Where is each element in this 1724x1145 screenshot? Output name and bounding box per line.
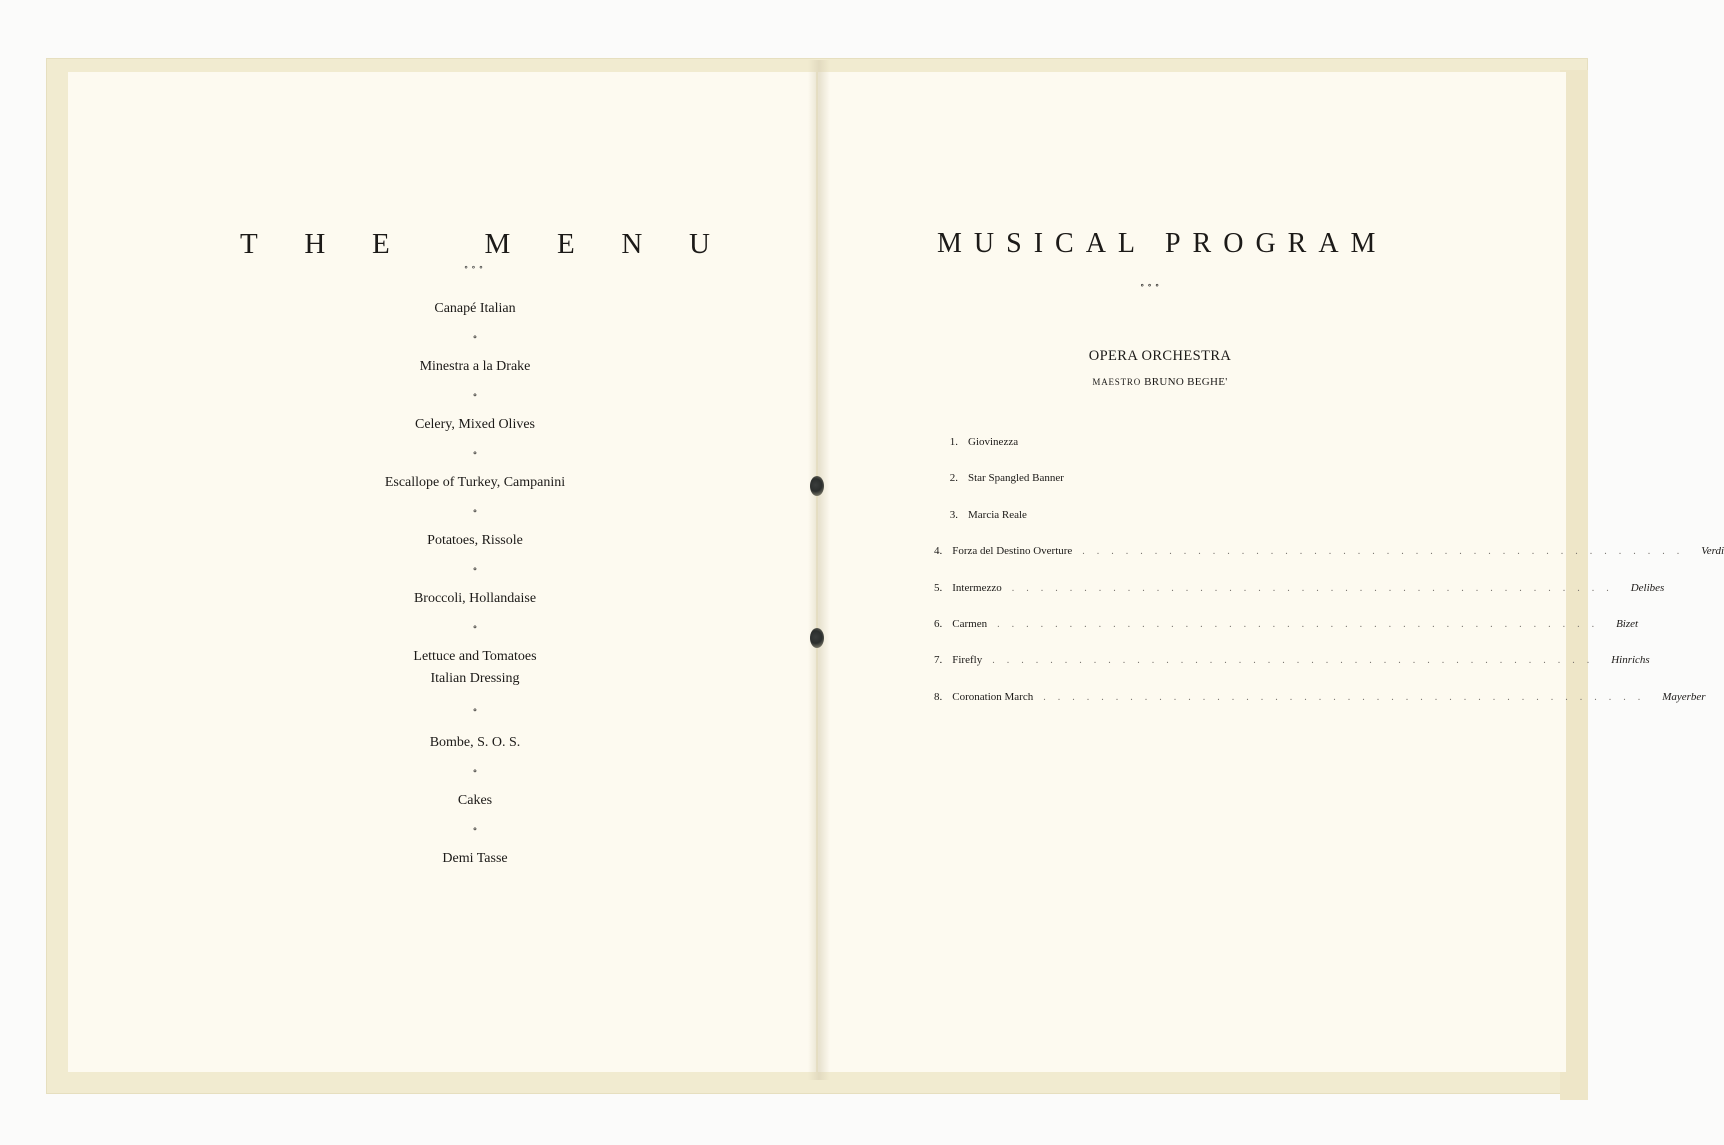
menu-item: Lettuce and Tomatoes [413, 649, 537, 664]
dot-leader: .......................................... [1043, 691, 1653, 703]
menu-title-letter: N [621, 228, 643, 260]
program-number: 1. [949, 436, 958, 448]
menu-item: Broccoli, Hollandaise [413, 591, 537, 606]
menu-separator: ∘ [472, 824, 478, 835]
menu-title-letter: E [372, 228, 390, 260]
program-composer: Mayerber [1662, 690, 1706, 703]
menu-separator: ∘ [472, 766, 478, 777]
program-piece: Giovinezza [968, 436, 1019, 448]
menu-separator: ∘ [472, 705, 478, 716]
program-row [934, 509, 1386, 545]
program-piece: Firefly [952, 654, 983, 667]
program-row [934, 581, 1665, 618]
menu-title-letter: H [304, 228, 326, 260]
program-number: 7. [934, 654, 943, 667]
menu-title-letter: M [484, 228, 511, 260]
dot-leader: .......................................... [1011, 582, 1621, 594]
orchestra-heading: OPERA ORCHESTRA [1088, 348, 1232, 364]
program-row [934, 654, 1650, 690]
program-row [934, 690, 1706, 727]
staple-hole-top [810, 476, 824, 496]
menu-list [316, 262, 634, 870]
menu-separator: ∘ [472, 564, 478, 575]
program-number: 4. [934, 545, 943, 558]
menu-item: Canapé Italian [434, 301, 516, 316]
program-piece: Marcia Reale [968, 508, 1027, 521]
menu-item: Italian Dressing [430, 671, 520, 686]
menu-separator: ∘ [472, 506, 478, 517]
program-title: MUSICAL PROGRAM [937, 228, 1388, 259]
menu-item: Potatoes, Rissole [427, 533, 523, 548]
program-composer: Bizet [1616, 617, 1639, 630]
menu-item: Cakes [457, 793, 493, 808]
dot-leader: .......................................... [992, 655, 1602, 667]
program-number: 8. [934, 690, 943, 703]
dot-leader: .......................................... [997, 618, 1607, 630]
program-number: 6. [934, 617, 943, 630]
menu-separator: ∘ [472, 448, 478, 459]
maestro-name: BRUNO BEGHE' [1144, 376, 1228, 388]
program-piece: Forza del Destino Overture [952, 545, 1073, 558]
program-number: 2. [949, 472, 958, 485]
menu-item: Escallope of Turkey, Campanini [384, 475, 566, 490]
menu-separator: ∘ [472, 332, 478, 343]
program-piece: Carmen [952, 617, 988, 630]
program-list [934, 436, 1724, 727]
program-piece: Intermezzo [952, 581, 1002, 594]
maestro-prefix: MAESTRO [1092, 377, 1142, 387]
staple-hole-bottom [810, 628, 824, 648]
menu-item: Celery, Mixed Olives [414, 417, 535, 432]
menu-item: Demi Tasse [442, 851, 508, 866]
program-ornament: ∘∘∘ [1140, 280, 1163, 290]
program-number: 3. [949, 508, 958, 521]
menu-title [240, 228, 710, 261]
program-composer: Hinrichs [1611, 654, 1650, 667]
menu-separator: ∘ [472, 390, 478, 401]
program-row [934, 472, 1386, 508]
binding-gutter [808, 60, 830, 1080]
menu-title-letter: T [240, 228, 258, 260]
menu-title-letter: E [556, 228, 575, 260]
menu-separator: ∘ [472, 622, 478, 633]
program-number: 5. [934, 581, 943, 594]
menu-item: Minestra a la Drake [419, 359, 531, 374]
program-piece: Star Spangled Banner [968, 472, 1064, 485]
program-row [934, 617, 1639, 654]
program-composer: Delibes [1630, 581, 1665, 594]
program-row [934, 545, 1724, 581]
menu-item: Bombe, S. O. S. [429, 735, 521, 750]
menu-title-letter: U [688, 228, 710, 260]
program-composer: Verdi [1701, 545, 1724, 558]
program-row [934, 436, 1386, 472]
program-piece: Coronation March [952, 690, 1034, 703]
dot-leader: .......................................... [1082, 546, 1692, 558]
menu-ornament: ∘∘∘ [463, 262, 487, 272]
maestro-credit [1000, 376, 1320, 388]
